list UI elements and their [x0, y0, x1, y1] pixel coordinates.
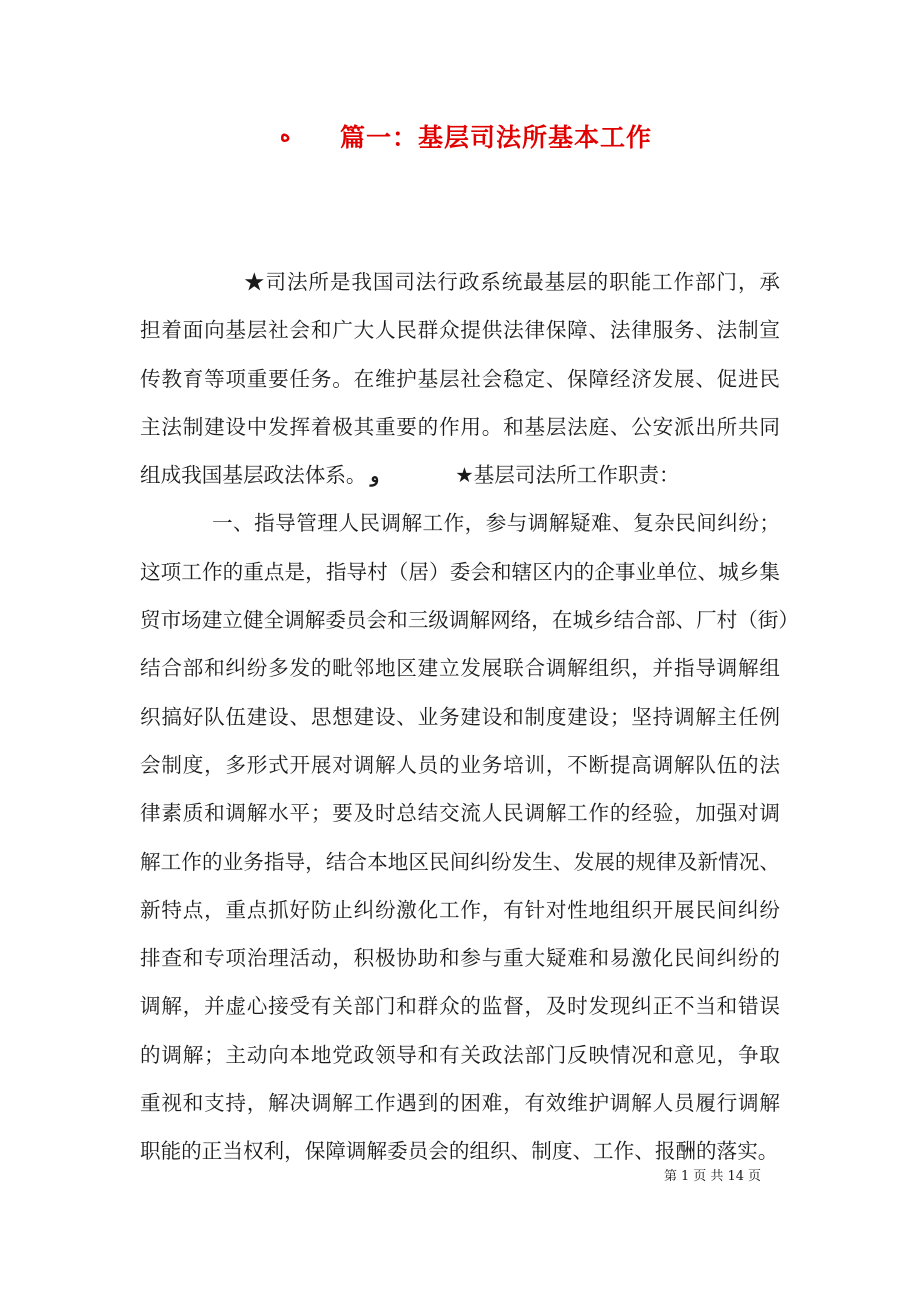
section-one-line [140, 842, 780, 890]
footer-total-pages: 14 [727, 1169, 744, 1184]
section-one-line [140, 648, 780, 696]
section-one-line [140, 552, 780, 600]
section-one-line [140, 600, 799, 648]
footer-prefix: 第 [664, 1169, 678, 1184]
section-one-line [140, 890, 780, 938]
section-one-text: 律素质和调解水平；要及时总结交流人民调解工作的经验，加强对调 [140, 801, 780, 826]
section-one-text: 贸市场建立健全调解委员会和三级调解网络，在城乡结合部、厂村（街） [140, 608, 799, 633]
page-footer [662, 1165, 763, 1184]
section-one-text: 排查和专项治理活动，积极协助和参与重大疑难和易激化民间纠纷的 [140, 946, 780, 971]
intro-line-5 [140, 455, 780, 503]
document-body [140, 262, 799, 1180]
title-text: 篇一：基层司法所基本工作 [340, 123, 653, 152]
duties-heading: ★基层司法所工作职责： [455, 463, 680, 488]
intro-line-2 [140, 310, 780, 358]
section-one-line [140, 745, 780, 793]
intro-text: 组成我国基层政法体系。 [140, 463, 367, 488]
section-one-text: 新特点，重点抓好防止纠纷激化工作，有针对性地组织开展民间纠纷 [140, 897, 780, 922]
footer-mid: 页 共 [693, 1169, 724, 1184]
section-one-line [140, 793, 780, 841]
section-one-text: 解工作的业务指导，结合本地区民间纠纷发生、发展的规律及新情况、 [140, 849, 780, 874]
section-one-line [140, 1035, 780, 1083]
intro-line-1 [140, 262, 780, 310]
document-title [0, 118, 920, 158]
section-one-line [140, 503, 780, 551]
section-one-line [140, 697, 780, 745]
star-bullet: ★ [244, 270, 266, 294]
section-one-line [140, 986, 780, 1034]
intro-line-3 [140, 359, 780, 407]
section-one-text: 调解，并虚心接受有关部门和群众的监督，及时发现纠正不当和错误 [140, 994, 780, 1019]
section-one-text: 织搞好队伍建设、思想建设、业务建设和制度建设；坚持调解主任例 [140, 704, 780, 729]
section-one-text: 重视和支持，解决调解工作遇到的困难，有效维护调解人员履行调解 [140, 1091, 780, 1116]
section-one-text: 这项工作的重点是，指导村（居）委会和辖区内的企事业单位、城乡集 [140, 559, 780, 584]
section-one-text: 的调解；主动向本地党政领导和有关政法部门反映情况和意见，争取 [140, 1042, 780, 1067]
intro-text: 传教育等项重要任务。在维护基层社会稳定、保障经济发展、促进民 [140, 366, 780, 391]
footer-page-number: 1 [681, 1169, 690, 1184]
inline-mark-glyph: و [370, 466, 380, 488]
section-one-text: 一、指导管理人民调解工作，参与调解疑难、复杂民间纠纷； [212, 511, 780, 536]
intro-text: 担着面向基层社会和广大人民群众提供法律保障、法律服务、法制宣 [140, 318, 780, 343]
intro-text: 司法所是我国司法行政系统最基层的职能工作部门，承 [265, 270, 781, 294]
section-one-line [140, 938, 780, 986]
section-one-text: 结合部和纠纷多发的毗邻地区建立发展联合调解组织，并指导调解组 [140, 656, 780, 681]
section-one-text: 会制度，多形式开展对调解人员的业务培训，不断提高调解队伍的法 [140, 752, 780, 777]
intro-line-4 [140, 407, 780, 455]
title-mark-glyph: ه [280, 122, 291, 146]
footer-suffix: 页 [747, 1169, 761, 1184]
section-one-text: 职能的正当权利，保障调解委员会的组织、制度、工作、报酬的落实。 [140, 1139, 779, 1164]
section-one-line [140, 1083, 780, 1131]
intro-text: 主法制建设中发挥着极其重要的作用。和基层法庭、公安派出所共同 [140, 414, 780, 439]
